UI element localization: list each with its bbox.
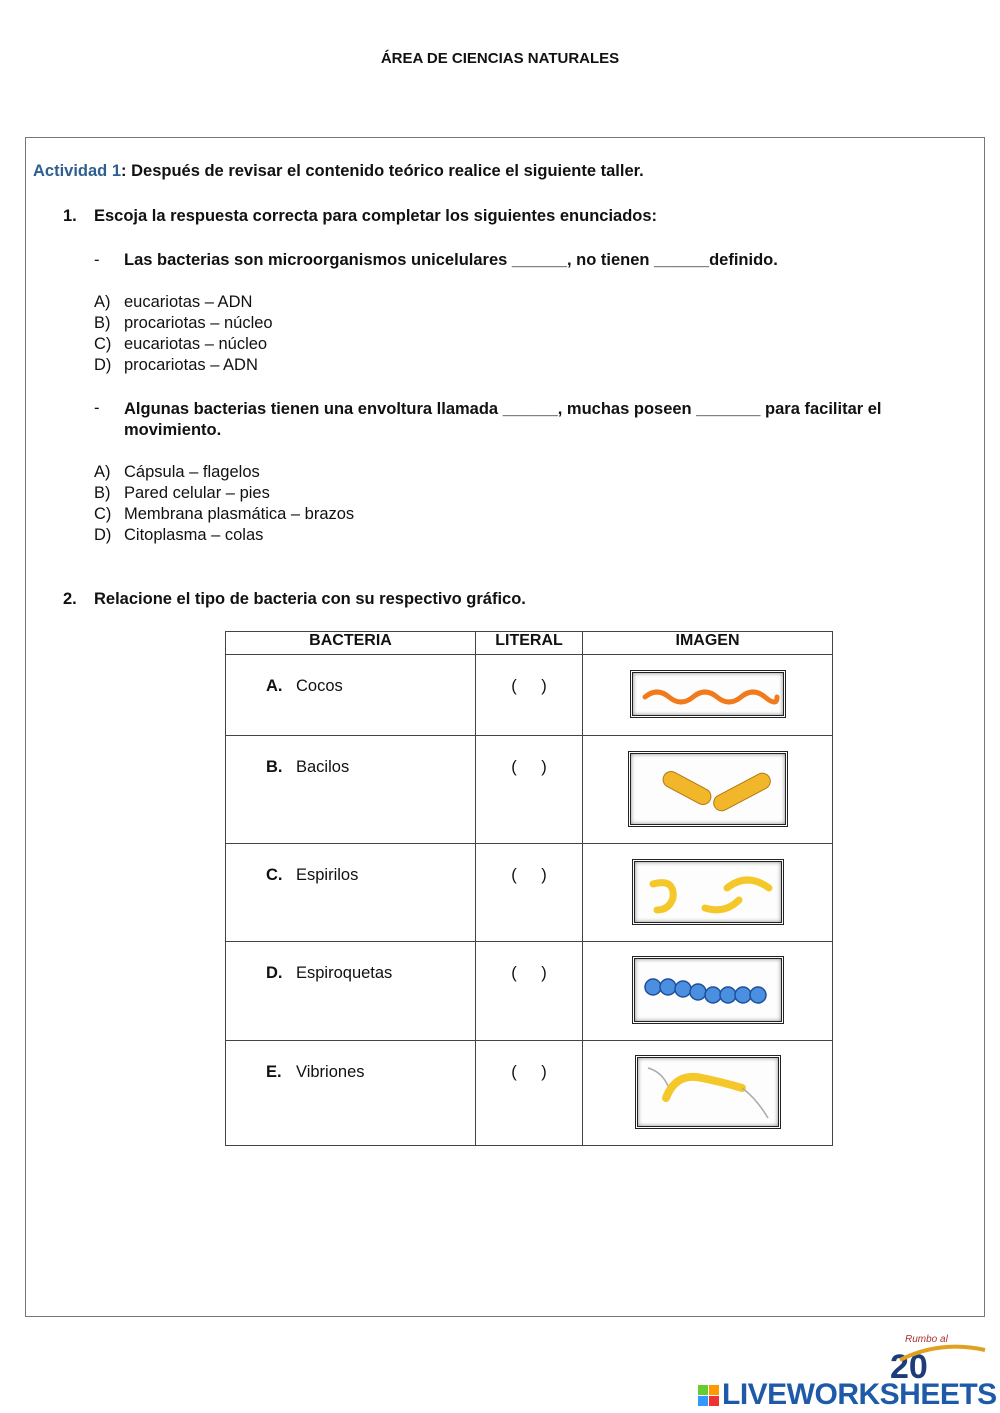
option-text: Membrana plasmática – brazos — [124, 505, 355, 523]
option-letter: C) — [94, 505, 112, 523]
option-text: Cápsula – flagelos — [124, 463, 260, 481]
flagellated-curve-image — [635, 1055, 781, 1129]
option[interactable] — [94, 463, 260, 482]
q1-text: Escoja la respuesta correcta para completar los siguientes enunciados: — [94, 207, 658, 225]
liveworksheets-brand — [698, 1378, 997, 1412]
svg-text:Rumbo al: Rumbo al — [905, 1334, 948, 1345]
cocci-chain-image — [632, 956, 784, 1024]
option-text: Pared celular – pies — [124, 484, 270, 502]
curved-commas-image — [632, 859, 784, 925]
option-letter: B) — [94, 314, 111, 332]
table-row — [226, 844, 833, 942]
bacteria-name: Espiroquetas — [296, 964, 393, 982]
literal-input[interactable]: ( ) — [476, 844, 583, 942]
row-letter: B. — [266, 758, 283, 776]
header-literal: LITERAL — [476, 632, 583, 655]
q1-statement-1: Las bacterias son microorganismos unicelulares ______, no tienen ______definido. — [124, 251, 778, 269]
bacteria-name: Vibriones — [296, 1063, 365, 1081]
option[interactable] — [94, 356, 258, 375]
option-text: Citoplasma – colas — [124, 526, 264, 544]
dash: - — [94, 399, 100, 417]
header-bacteria: BACTERIA — [226, 632, 476, 655]
literal-input[interactable]: ( ) — [476, 942, 583, 1041]
header-imagen: IMAGEN — [583, 632, 833, 655]
bacteria-cell — [226, 1041, 476, 1146]
q1-number: 1. — [63, 207, 77, 225]
dash: - — [94, 251, 100, 269]
table-row — [226, 655, 833, 736]
table-row — [226, 1041, 833, 1146]
rods-image — [628, 751, 788, 827]
q2-text: Relacione el tipo de bacteria con su respectivo gráfico. — [94, 590, 526, 608]
bacteria-name: Espirilos — [296, 866, 359, 884]
bacteria-name: Bacilos — [296, 758, 350, 776]
row-letter: E. — [266, 1063, 282, 1081]
page-title: ÁREA DE CIENCIAS NATURALES — [380, 50, 620, 67]
table-row — [226, 736, 833, 844]
bacteria-name: Cocos — [296, 677, 343, 695]
option[interactable] — [94, 505, 354, 524]
q2-number: 2. — [63, 590, 77, 608]
option-text: procariotas – núcleo — [124, 314, 273, 332]
brand-text: LIVEWORKSHEETS — [722, 1378, 997, 1411]
option-letter: D) — [94, 356, 112, 374]
option[interactable] — [94, 484, 270, 503]
option-text: eucariotas – núcleo — [124, 335, 268, 353]
option-letter: D) — [94, 526, 112, 544]
bacteria-cell — [226, 844, 476, 942]
option[interactable] — [94, 314, 273, 333]
table-header — [226, 632, 833, 655]
literal-input[interactable]: ( ) — [476, 655, 583, 736]
bacteria-cell — [226, 942, 476, 1041]
row-letter: C. — [266, 866, 283, 884]
option[interactable] — [94, 335, 267, 354]
literal-input[interactable]: ( ) — [476, 736, 583, 844]
row-letter: D. — [266, 964, 283, 982]
bacteria-cell — [226, 655, 476, 736]
bacteria-cell — [226, 736, 476, 844]
table-row — [226, 942, 833, 1041]
activity-heading — [33, 162, 644, 181]
option-letter: C) — [94, 335, 112, 353]
row-letter: A. — [266, 677, 283, 695]
q1-statement-2: Algunas bacterias tienen una envoltura llamada ______, muchas poseen _______ para facilitar el movimiento. — [124, 400, 882, 439]
option-letter: B) — [94, 484, 111, 502]
option-text: eucariotas – ADN — [124, 293, 253, 311]
option-text: procariotas – ADN — [124, 356, 258, 374]
spiral-wave-image — [630, 670, 786, 718]
activity-text: : Después de revisar el contenido teórico realice el siguiente taller. — [121, 162, 644, 180]
literal-input[interactable]: ( ) — [476, 1041, 583, 1146]
option[interactable] — [94, 293, 252, 312]
activity-label: Actividad 1 — [33, 162, 122, 180]
svg-text:20: 20 — [890, 1348, 928, 1386]
live-icon — [698, 1385, 719, 1406]
option[interactable] — [94, 526, 263, 545]
option-letter: A) — [94, 293, 111, 311]
matching-table — [225, 631, 833, 1146]
option-letter: A) — [94, 463, 111, 481]
